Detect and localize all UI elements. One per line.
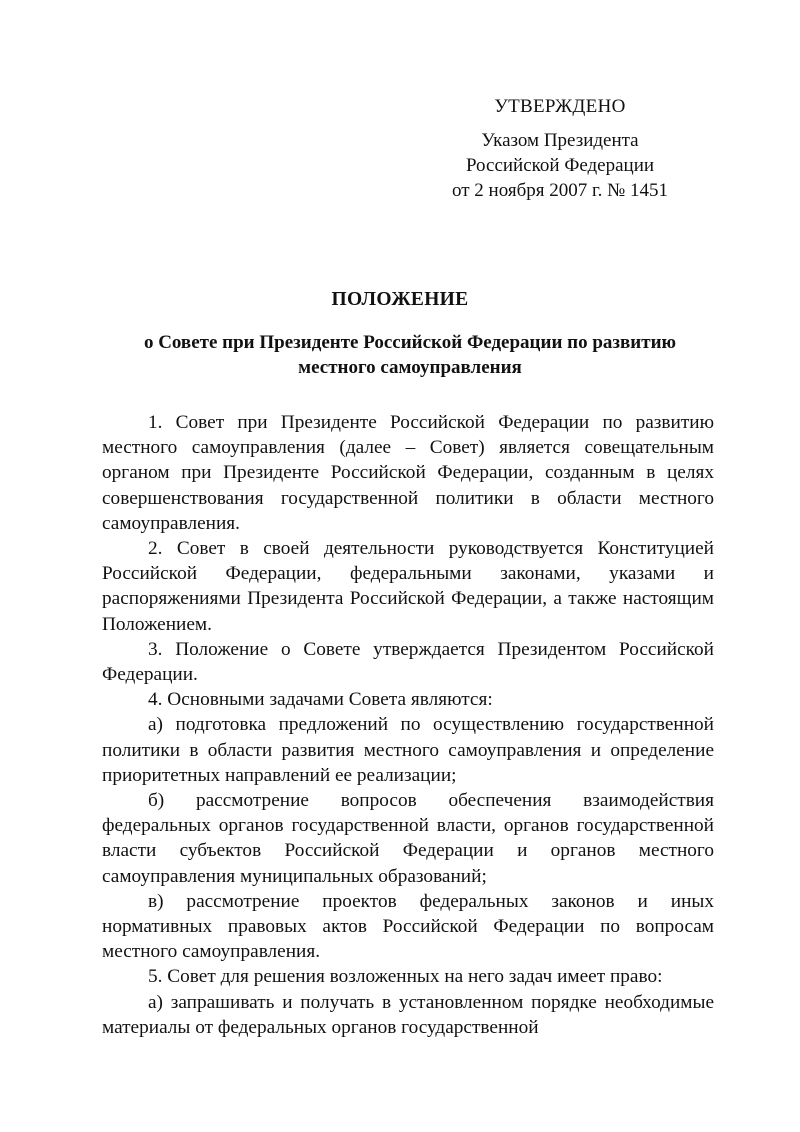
paragraph-4a: а) подготовка предложений по осуществлению государственной политики в области развития местного самоуправления и определение приоритетных направлений ее реализации; <box>102 714 714 786</box>
approval-line-1: Указом Президента <box>481 130 639 151</box>
document-body <box>102 410 714 1040</box>
paragraph-4: 4. Основными задачами Совета являются: <box>148 689 493 711</box>
approval-block <box>430 94 690 203</box>
paragraph-2: 2. Совет в своей деятельности руководствуется Конституцией Российской Федерации, федеральными законами, указами и распоряжениями Президента Российской Федерации, а также настоящим Положением. <box>102 538 714 635</box>
paragraph-3: 3. Положение о Совете утверждается Президентом Российской Федерации. <box>102 638 714 686</box>
document-subtitle <box>100 330 720 380</box>
paragraph-5a: а) запрашивать и получать в установленном порядке необходимые материалы от федеральных органов государственной <box>102 991 714 1038</box>
paragraph-5: 5. Совет для решения возложенных на него задач имеет право: <box>148 966 663 988</box>
paragraph-4b: б) рассмотрение вопросов обеспечения взаимодействия федеральных органов государственной власти, органов государственной власти субъектов Российской Федерации и органов местного самоуправления муниципальных образований; <box>102 790 714 887</box>
subtitle-line-1: о Совете при Президенте Российской Федерации по развитию <box>143 332 677 353</box>
document-title: ПОЛОЖЕНИЕ <box>331 289 469 310</box>
approval-line-3: от 2 ноября 2007 г. № 1451 <box>451 180 669 201</box>
paragraph-4c: в) рассмотрение проектов федеральных законов и иных нормативных правовых актов Российской Федерации по вопросам местного самоуправления. <box>102 890 714 963</box>
paragraph-1: 1. Совет при Президенте Российской Федерации по развитию местного самоуправления (далее – Совет) является совещательным органом при Президенте Российской Федерации, созданным в целях совершенствования государственной политики в области местного самоуправления. <box>102 412 714 534</box>
subtitle-line-2: местного самоуправления <box>298 357 522 378</box>
approval-line-2: Российской Федерации <box>465 155 655 176</box>
approval-stamp: УТВЕРЖДЕНО <box>494 96 626 117</box>
